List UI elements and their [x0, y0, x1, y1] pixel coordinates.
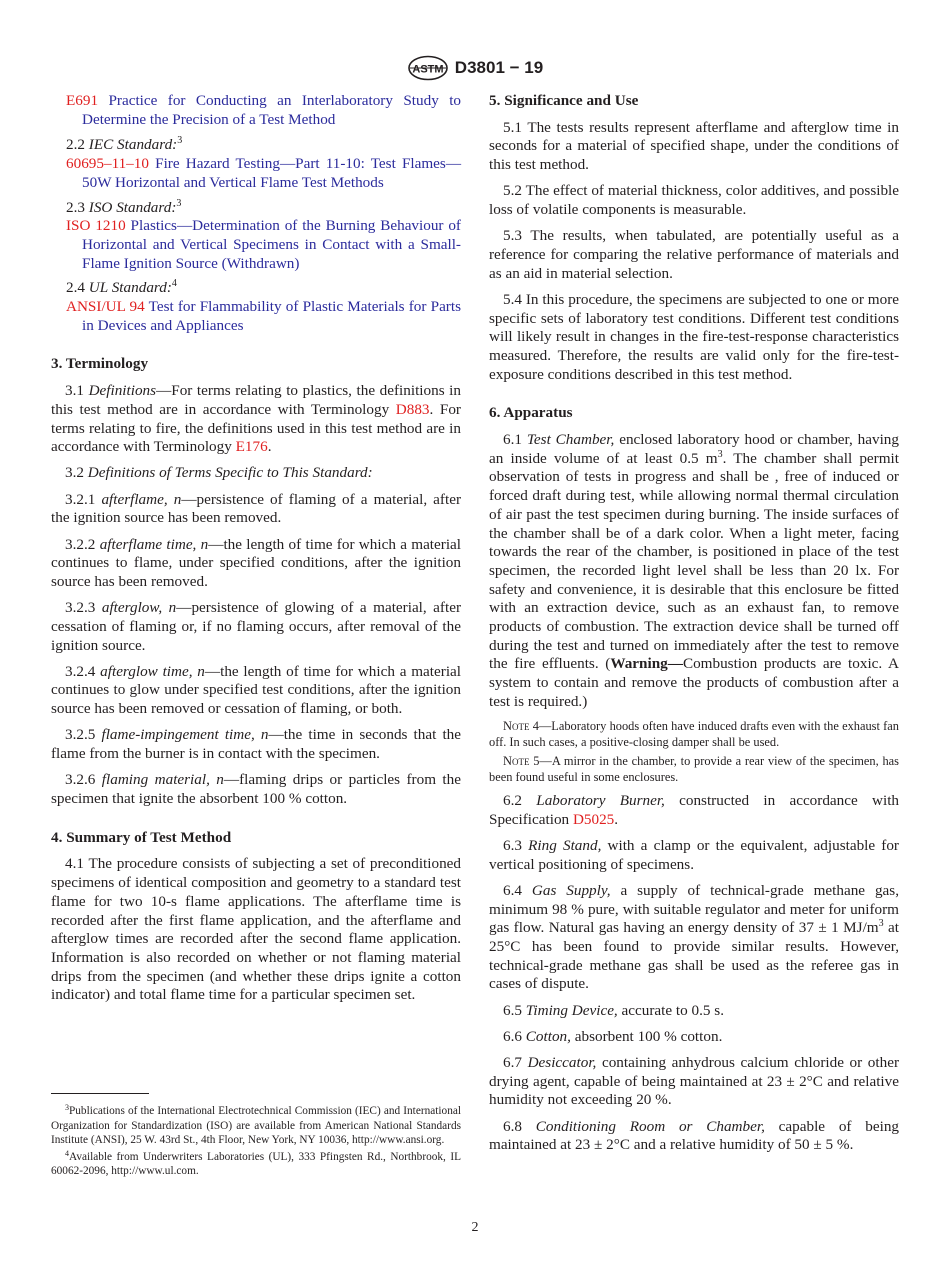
- subsection-2-3: 2.3 ISO Standard:$^3$: [66, 197, 182, 216]
- paragraph-6-6: 6.6 Cotton, absorbent 100 % cotton.: [503, 1027, 723, 1045]
- left-column: [51, 92, 461, 1013]
- link-d5025[interactable]: D5025: [572, 810, 615, 828]
- reference-title-link[interactable]: Test for Flammability of Plastic Materials for Parts in Devices and Appliances: [82, 298, 461, 334]
- footnote-4: $^4$Available from Underwriters Laboratories (UL), 333 Pfingsten Rd., Northbrook, IL 60062-2096, http://www.ul.com.: [51, 1148, 461, 1178]
- paragraph-6-5: 6.5 Timing Device, accurate to 0.5 s.: [503, 1001, 725, 1019]
- paragraph-6-4: 6.4 Gas Supply, a supply of technical-grade methane gas, minimum 98 % pure, with suitable regulator and meter for uniform gas flow. Natural gas having an energy density of 37 ± 1 $MJ/m^3$ at 25°C has been found to provide similar results. However, technical-grade methane gas shall be used as the referee gas in cases of dispute.: [489, 881, 899, 993]
- note-4: Note 4—Laboratory hoods often have induced drafts even with the exhaust fan off. In such cases, a positive-closing damper shall be used.: [489, 719, 899, 749]
- right-column: [489, 92, 899, 1163]
- footnotes: [51, 1104, 461, 1181]
- reference-code-link[interactable]: ISO 1210: [66, 217, 126, 235]
- link-e176[interactable]: E176: [235, 438, 268, 456]
- paragraph-3-1: 3.1 Definitions—For terms relating to plastics, the definitions in this test method are in accordance with Terminology D883. For terms relating to fire, the definitions used in this test method are in accordance with Terminology E176.: [51, 382, 461, 456]
- paragraph-6-1: 6.1 Test Chamber, enclosed laboratory hood or chamber, having an inside volume of at least 0.5 $m^3$. The chamber shall permit observation of tests in progress and shall be , free of induced or forced draft during test, while allowing normal thermal circulation of air past the test specimen during burning. The inside surfaces of the chamber shall be of a dark color. When a light meter, facing towards the rear of the chamber, is positioned in place of the test specimen, the recorded light level shall be less than 20 lx. For safety and convenience, it is desirable that this enclosure be fitted with an extraction device, such as an exhaust fan, to remove products of combustion. The extraction device shall be turned off during the test and turned on immediately after the test to remove the fire effluents. (Warning—Combustion products are toxic. A system to contain and remove the products of combustion after a test is required.): [489, 431, 900, 710]
- section-heading-apparatus: 6. Apparatus: [489, 404, 573, 422]
- paragraph-5-2: 5.2 The effect of material thickness, color additives, and possible loss of volatile components is measurable.: [489, 182, 899, 219]
- reference-ul-94: [51, 298, 461, 335]
- definition-afterglow: 3.2.3 afterglow, n—persistence of glowing of a material, after cessation of flaming or, if no flaming occurs, after removal of the ignition source.: [51, 599, 461, 654]
- paragraph-4-1: 4.1 The procedure consists of subjecting a set of preconditioned specimens of identical composition and geometry to a standard test flame for two 10-s flame applications. The afterflame time is recorded after the first flame application, and the afterflame and afterglow times are recorded after the second flame application. Information is also recorded on whether or not flaming material drips from the specimen (and whether these drips ignite a cotton indicator) and total flame time for a particular specimen set.: [51, 855, 462, 1004]
- paragraph-6-7: 6.7 Desiccator, containing anhydrous calcium chloride or other drying agent, capable of being maintained at 23 ± 2°C and relative humidity not exceeding 20 %.: [489, 1054, 900, 1109]
- reference-code-link[interactable]: 60695–11–10: [66, 155, 149, 173]
- definition-afterflame-time: 3.2.2 afterflame time, n—the length of time for which a material continues to flame, under specified conditions, after the ignition source has been removed.: [51, 535, 462, 590]
- subsection-2-2: 2.2 IEC Standard:$^3$: [66, 135, 183, 154]
- link-d883[interactable]: D883: [395, 400, 430, 418]
- section-heading-significance: 5. Significance and Use: [489, 92, 639, 109]
- paragraph-3-2: 3.2 Definitions of Terms Specific to This Standard:: [65, 464, 373, 482]
- reference-iec-60695: [51, 155, 461, 192]
- reference-title-link[interactable]: Plastics—Determination of the Burning Behaviour of Horizontal and Vertical Specimens in Contact with a Small-Flame Ignition Source (Withdrawn): [82, 217, 461, 272]
- paragraph-5-4: 5.4 In this procedure, the specimens are subjected to one or more specific sets of laboratory test conditions. Different test conditions will likely result in changes in the fire-test-response characteristics measured. Therefore, the results are valid only for the fire-test-exposure conditions described in this test method.: [489, 290, 899, 383]
- svg-text:ASTM: ASTM: [412, 63, 444, 76]
- page-header: [0, 55, 950, 85]
- footnote-3: $^3$Publications of the International Electrotechnical Commission (IEC) and International Organization for Standardization (ISO) are available from American National Standards Institute (ANSI), 25 W. 43rd St., 4th Floor, New York, NY 10036, http://www.ansi.org.: [51, 1103, 461, 1147]
- definition-flame-impingement-time: 3.2.5 flame-impingement time, n—the time in seconds that the flame from the burner is in contact with the specimen.: [51, 726, 461, 763]
- subsection-2-4: 2.4 UL Standard:$^4$: [66, 278, 177, 297]
- reference-code-link[interactable]: E691: [66, 92, 99, 109]
- reference-e691: [51, 92, 461, 129]
- astm-logo-icon: [407, 55, 449, 81]
- section-heading-terminology: 3. Terminology: [51, 355, 149, 373]
- footnote-divider: [51, 1093, 149, 1094]
- reference-title-link[interactable]: Practice for Conducting an Interlaboratory Study to Determine the Precision of a Test Method: [82, 92, 462, 128]
- warning-label: Warning—: [610, 655, 683, 673]
- paragraph-5-1: 5.1 The tests results represent afterflame and afterglow time in seconds for a material of specified shape, under the conditions of this test method.: [489, 118, 899, 174]
- paragraph-6-3: 6.3 Ring Stand, with a clamp or the equivalent, adjustable for vertical positioning of specimens.: [489, 837, 899, 873]
- section-heading-summary: 4. Summary of Test Method: [51, 828, 232, 846]
- paragraph-6-2: 6.2 Laboratory Burner, constructed in accordance with Specification D5025.: [489, 792, 900, 828]
- reference-iso-1210: [51, 217, 461, 273]
- reference-code-link[interactable]: ANSI/UL 94: [66, 298, 145, 316]
- reference-title-link[interactable]: Fire Hazard Testing—Part 11-10: Test Flames—50W Horizontal and Vertical Flame Test Methods: [82, 155, 462, 191]
- document-designation: D3801 − 19: [454, 58, 544, 77]
- paragraph-5-3: 5.3 The results, when tabulated, are potentially useful as a reference for comparing the relative performance of materials and as an aid in material selection.: [489, 227, 900, 282]
- definition-flaming-material: 3.2.6 flaming material, n—flaming drips or particles from the specimen that ignite the absorbent 100 % cotton.: [51, 771, 461, 807]
- page-number: 2: [471, 1220, 479, 1235]
- paragraph-6-8: 6.8 Conditioning Room or Chamber, capable of being maintained at 23 ± 2°C and a relative humidity of 50 ± 5 %.: [489, 1117, 900, 1154]
- definition-afterglow-time: 3.2.4 afterglow time, n—the length of time for which a material continues to glow under specified test conditions, after the ignition source has been removed or cessation of flaming, or both.: [51, 662, 461, 718]
- definition-afterflame: 3.2.1 afterflame, n—persistence of flaming of a material, after the ignition source has been removed.: [51, 490, 461, 527]
- note-5: Note 5—A mirror in the chamber, to provide a rear view of the specimen, has been found useful in some enclosures.: [489, 754, 899, 784]
